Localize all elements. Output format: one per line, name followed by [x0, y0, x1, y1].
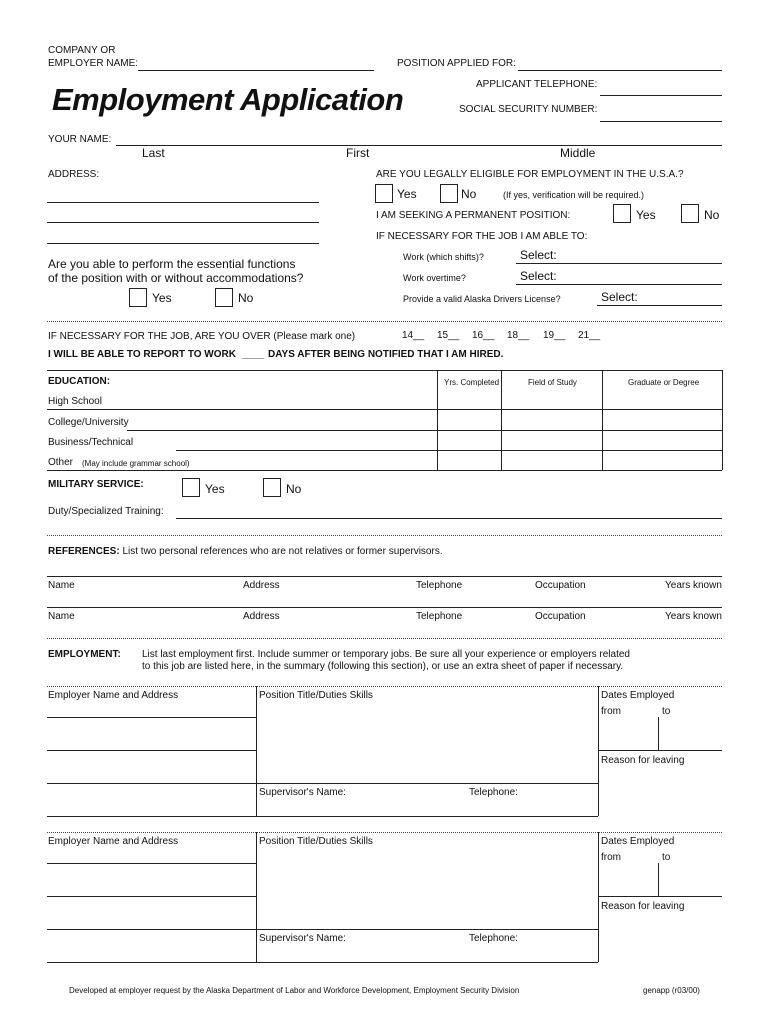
- drivers-license-label: Provide a valid Alaska Drivers License?: [403, 294, 561, 304]
- military-yes-label: Yes: [205, 482, 225, 496]
- reference-1-line[interactable]: [47, 576, 722, 577]
- divider: [47, 686, 722, 687]
- position-applied-label: POSITION APPLIED FOR:: [397, 58, 516, 69]
- reference-1-address-label: Address: [243, 580, 280, 591]
- employer-2-address-line[interactable]: [47, 863, 256, 864]
- employer-1-dates-divider: [658, 717, 659, 750]
- name-middle-label: Middle: [560, 146, 596, 160]
- education-top-rule: [47, 370, 722, 371]
- reference-1-years-label: Years known: [665, 580, 722, 591]
- age-option-21[interactable]: 21__: [578, 330, 601, 341]
- essential-no-label: No: [238, 291, 254, 305]
- education-header-rule: [47, 409, 722, 410]
- name-last-label: Last: [142, 146, 165, 160]
- essential-functions-line1: Are you able to perform the essential functions: [48, 257, 296, 271]
- age-label: IF NECESSARY FOR THE JOB, ARE YOU OVER (Please mark one): [48, 331, 356, 342]
- eligible-no-label: No: [461, 187, 477, 201]
- employer-2-position-label: Position Title/Duties Skills: [259, 836, 373, 847]
- work-overtime-underline: [516, 284, 722, 285]
- employer-2-dates-label: Dates Employed: [601, 836, 675, 847]
- reference-2-line[interactable]: [47, 607, 722, 608]
- education-college-field[interactable]: [127, 430, 722, 431]
- employer-1-supervisor-label: Supervisor's Name:: [259, 787, 346, 798]
- employer-2-dates-rule: [598, 896, 722, 897]
- divider: [47, 321, 722, 322]
- eligibility-question: ARE YOU LEGALLY ELIGIBLE FOR EMPLOYMENT IN THE U.S.A.?: [376, 169, 684, 180]
- address-label: ADDRESS:: [48, 169, 100, 180]
- employer-2-col-divider: [256, 832, 257, 962]
- education-col-divider: [501, 370, 502, 470]
- age-option-19[interactable]: 19__: [543, 330, 566, 341]
- reference-2-name-label: Name: [48, 611, 75, 622]
- education-col-divider: [437, 370, 438, 470]
- employer-1-col-divider: [256, 686, 257, 816]
- work-overtime-label: Work overtime?: [403, 273, 466, 283]
- employer-1-address-line[interactable]: [47, 750, 256, 751]
- employment-instructions-line2: to this job are listed here, in the summary (following this section), or use an extra sheet of paper if necessary.: [142, 661, 624, 672]
- footer-code: genapp (r03/00): [643, 986, 700, 995]
- education-business-field[interactable]: [176, 450, 722, 451]
- work-shifts-underline: [516, 263, 722, 264]
- training-label: Duty/Specialized Training:: [48, 506, 164, 517]
- military-no-label: No: [286, 482, 302, 496]
- employer-2-to-label: to: [662, 852, 671, 863]
- reference-1-occupation-label: Occupation: [535, 580, 586, 591]
- reference-2-address-label: Address: [243, 611, 280, 622]
- employer-1-name-label: Employer Name and Address: [48, 690, 179, 701]
- education-other-note: (May include grammar school): [82, 459, 190, 468]
- training-field[interactable]: [176, 518, 722, 519]
- essential-no-checkbox[interactable]: [215, 288, 233, 307]
- address-line-3[interactable]: [47, 243, 319, 244]
- employer-2-dates-divider: [658, 863, 659, 896]
- education-col-divider: [602, 370, 603, 470]
- position-applied-field[interactable]: [518, 70, 722, 71]
- eligible-no-checkbox[interactable]: [440, 184, 458, 203]
- employer-1-reason-label: Reason for leaving: [601, 755, 685, 766]
- address-line-2[interactable]: [47, 222, 319, 223]
- employer-1-address-line[interactable]: [47, 717, 256, 718]
- report-label-part1: I WILL BE ABLE TO REPORT TO WORK: [48, 349, 236, 360]
- divider: [47, 535, 722, 536]
- ssn-label: SOCIAL SECURITY NUMBER:: [459, 104, 598, 115]
- employer-1-from-label: from: [601, 706, 621, 717]
- name-first-label: First: [346, 146, 370, 160]
- education-row-other: Other: [48, 457, 74, 468]
- employer-2-col-divider: [598, 832, 599, 962]
- permanent-position-label: I AM SEEKING A PERMANENT POSITION:: [376, 210, 571, 221]
- military-yes-checkbox[interactable]: [182, 478, 200, 497]
- education-field-header: Field of Study: [528, 378, 577, 387]
- employer-1-to-label: to: [662, 706, 671, 717]
- employment-instructions-line1: List last employment first. Include summer or temporary jobs. Be sure all your experience or employers related: [142, 649, 630, 660]
- employer-1-separator: [47, 783, 598, 784]
- age-option-18[interactable]: 18__: [507, 330, 530, 341]
- your-name-field[interactable]: [116, 145, 722, 146]
- age-option-15[interactable]: 15__: [437, 330, 460, 341]
- employer-2-supervisor-label: Supervisor's Name:: [259, 933, 346, 944]
- references-heading: [48, 546, 443, 557]
- work-shifts-label: Work (which shifts)?: [403, 252, 484, 262]
- address-line-1[interactable]: [47, 202, 319, 203]
- report-label-part2: DAYS AFTER BEING NOTIFIED THAT I AM HIRED.: [268, 349, 504, 360]
- company-name-field[interactable]: [138, 70, 374, 71]
- education-years-header: Yrs. Completed: [444, 378, 500, 387]
- permanent-yes-checkbox[interactable]: [613, 204, 631, 223]
- employment-label: EMPLOYMENT:: [48, 649, 121, 660]
- reference-1-telephone-label: Telephone: [416, 580, 463, 591]
- education-degree-header: Graduate or Degree: [628, 378, 700, 387]
- verification-note: (If yes, verification will be required.): [503, 190, 645, 200]
- work-overtime-select[interactable]: Select:: [520, 269, 557, 283]
- ssn-field[interactable]: [600, 121, 722, 122]
- applicant-telephone-label: APPLICANT TELEPHONE:: [476, 79, 598, 90]
- employer-1-col-divider: [598, 686, 599, 816]
- reference-2-occupation-label: Occupation: [535, 611, 586, 622]
- education-row-business: Business/Technical: [48, 437, 134, 448]
- your-name-label: YOUR NAME:: [48, 134, 112, 145]
- essential-yes-checkbox[interactable]: [129, 288, 147, 307]
- age-option-16[interactable]: 16__: [472, 330, 495, 341]
- permanent-no-checkbox[interactable]: [681, 204, 699, 223]
- company-label-line1: COMPANY OR: [48, 45, 116, 56]
- employer-2-address-line[interactable]: [47, 896, 256, 897]
- military-no-checkbox[interactable]: [263, 478, 281, 497]
- employer-1-bottom-rule: [47, 816, 598, 817]
- employer-1-dates-rule: [598, 750, 722, 751]
- education-row-college: College/University: [48, 417, 129, 428]
- applicant-telephone-field[interactable]: [600, 95, 722, 96]
- eligible-yes-label: Yes: [397, 187, 417, 201]
- employer-2-reason-label: Reason for leaving: [601, 901, 685, 912]
- employer-1-dates-label: Dates Employed: [601, 690, 675, 701]
- report-days-field[interactable]: ____: [242, 349, 265, 360]
- employer-2-separator: [47, 929, 598, 930]
- references-label: REFERENCES:: [48, 546, 120, 557]
- company-label-line2: EMPLOYER NAME:: [48, 58, 139, 69]
- employer-1-position-label: Position Title/Duties Skills: [259, 690, 373, 701]
- able-to-label: IF NECESSARY FOR THE JOB I AM ABLE TO:: [376, 231, 588, 242]
- employer-1-telephone-label: Telephone:: [469, 787, 518, 798]
- permanent-no-label: No: [704, 208, 720, 222]
- reference-2-telephone-label: Telephone: [416, 611, 463, 622]
- footer-text: Developed at employer request by the Alaska Department of Labor and Workforce Development, Employment Security Division: [69, 986, 520, 995]
- age-option-14[interactable]: 14__: [402, 330, 425, 341]
- employer-2-telephone-label: Telephone:: [469, 933, 518, 944]
- military-label: MILITARY SERVICE:: [48, 479, 144, 490]
- education-row-high-school: High School: [48, 396, 102, 407]
- divider: [47, 638, 722, 639]
- education-col-divider: [722, 370, 723, 470]
- drivers-license-select[interactable]: Select:: [601, 290, 638, 304]
- reference-2-years-label: Years known: [665, 611, 722, 622]
- eligible-yes-checkbox[interactable]: [375, 184, 393, 203]
- education-bottom-rule: [47, 470, 722, 471]
- reference-1-name-label: Name: [48, 580, 75, 591]
- employer-2-name-label: Employer Name and Address: [48, 836, 179, 847]
- education-label: EDUCATION:: [48, 376, 111, 387]
- permanent-yes-label: Yes: [636, 208, 656, 222]
- work-shifts-select[interactable]: Select:: [520, 248, 557, 262]
- essential-yes-label: Yes: [152, 291, 172, 305]
- references-instructions: List two personal references who are not relatives or former supervisors.: [122, 546, 443, 557]
- form-title: Employment Application: [52, 82, 404, 117]
- essential-functions-line2: of the position with or without accommodations?: [48, 271, 304, 285]
- employer-2-bottom-rule: [47, 962, 598, 963]
- employer-2-from-label: from: [601, 852, 621, 863]
- divider: [47, 832, 722, 833]
- drivers-license-underline: [597, 305, 722, 306]
